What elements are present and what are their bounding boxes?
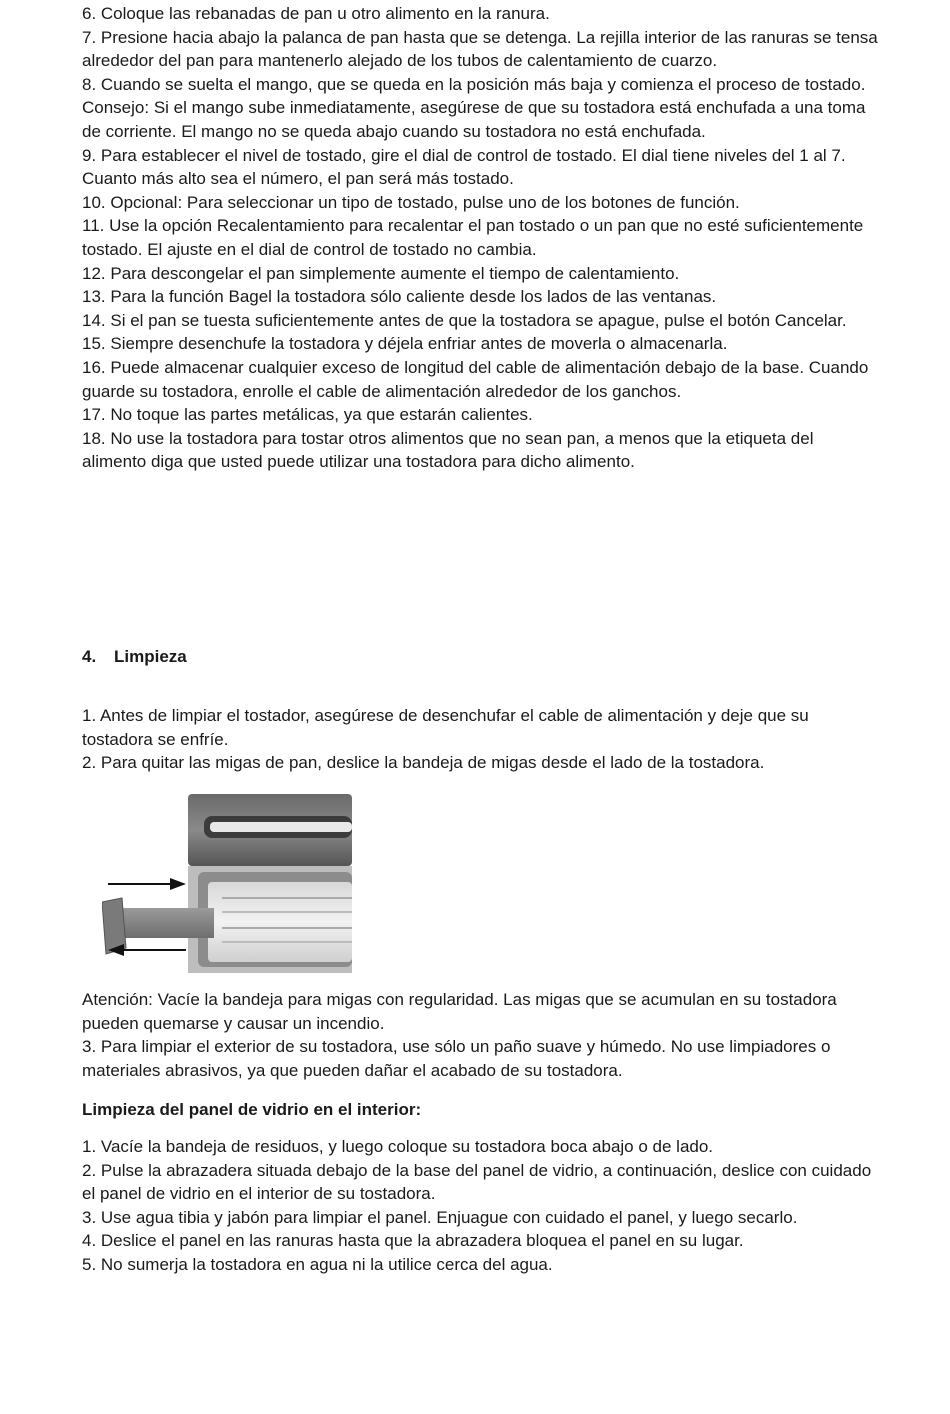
pull-out-arrow-icon	[108, 944, 186, 956]
glass-step: 2. Pulse la abrazadera situada debajo de la base del panel de vidrio, a continuación, deslice con cuidado el panel de vidrio en el interior de su tostadora.	[82, 1160, 872, 1204]
instruction-item: 7. Presione hacia abajo la palanca de pan hasta que se detenga. La rejilla interior de las ranuras se tensa alrededor del pan para mantenerlo alejado de los tubos de calentamiento de cuarzo.	[82, 27, 878, 71]
instruction-item: 8. Cuando se suelta el mango, que se queda en la posición más baja y comienza el proceso de tostado.	[82, 74, 866, 94]
cleaning-step: 2. Para quitar las migas de pan, deslice la bandeja de migas desde el lado de la tostadora.	[82, 753, 765, 773]
glass-panel-steps	[82, 1135, 882, 1277]
section-heading	[82, 646, 187, 668]
cleaning-steps	[82, 704, 882, 775]
instruction-item: 13. Para la función Bagel la tostadora sólo caliente desde los lados de las ventanas.	[82, 287, 717, 307]
section-number: 4.	[82, 647, 97, 666]
instruction-item: 16. Puede almacenar cualquier exceso de longitud del cable de alimentación debajo de la base. Cuando guarde su tostadora, enrolle el cable de alimentación alrededor de los ganchos.	[82, 357, 869, 401]
instruction-item: 18. No use la tostadora para tostar otros alimentos que no sean pan, a menos que la etiqueta del alimento diga que usted puede utilizar una tostadora para dicho alimento.	[82, 428, 814, 472]
section-title: Limpieza	[114, 647, 187, 666]
post-figure-text	[82, 988, 882, 1082]
instruction-item: 9. Para establecer el nivel de tostado, gire el dial de control de tostado. El dial tiene niveles del 1 al 7. Cuanto más alto sea el número, el pan será más tostado.	[82, 145, 846, 189]
instruction-item: 15. Siempre desenchufe la tostadora y déjela enfriar antes de moverla o almacenarla.	[82, 334, 728, 354]
warning-paragraph: Atención: Vacíe la bandeja para migas con regularidad. Las migas que se acumulan en su tostadora pueden quemarse y causar un incendio.	[82, 990, 837, 1033]
glass-step: 4. Deslice el panel en las ranuras hasta que la abrazadera bloquea el panel en su lugar.	[82, 1231, 744, 1251]
instruction-item: 10. Opcional: Para seleccionar un tipo de tostado, pulse uno de los botones de función.	[82, 192, 740, 212]
glass-panel-heading: Limpieza del panel de vidrio en el interior:	[82, 1100, 422, 1119]
tip-paragraph: Consejo: Si el mango sube inmediatamente, asegúrese de que su tostadora está enchufada a una toma de corriente. El mango no se queda abajo cuando su tostadora no está enchufada.	[82, 98, 866, 141]
glass-step: 3. Use agua tibia y jabón para limpiar el panel. Enjuague con cuidado el panel, y luego secarlo.	[82, 1207, 798, 1227]
instruction-item: 11. Use la opción Recalentamiento para recalentar el pan tostado o un pan que no esté suficientemente tostado. El ajuste en el dial de control de tostado no cambia.	[82, 216, 864, 259]
glass-step: 1. Vacíe la bandeja de residuos, y luego coloque su tostadora boca abajo o de lado.	[82, 1137, 714, 1156]
instruction-item: 17. No toque las partes metálicas, ya que estarán calientes.	[82, 405, 533, 425]
instruction-item: 12. Para descongelar el pan simplemente aumente el tiempo de calentamiento.	[82, 263, 680, 283]
glass-step: 5. No sumerja la tostadora en agua ni la utilice cerca del agua.	[82, 1254, 553, 1274]
instruction-item: 6. Coloque las rebanadas de pan u otro alimento en la ranura.	[82, 4, 550, 23]
instructions-list	[82, 2, 882, 474]
push-in-arrow-icon	[108, 878, 186, 890]
crumb-tray-illustration	[102, 790, 352, 975]
cleaning-step: 3. Para limpiar el exterior de su tostadora, use sólo un paño suave y húmedo. No use limpiadores o materiales abrasivos, ya que pueden dañar el acabado de su tostadora.	[82, 1037, 831, 1080]
instruction-item: 14. Si el pan se tuesta suficientemente antes de que la tostadora se apague, pulse el botón Cancelar.	[82, 310, 847, 330]
cleaning-step: 1. Antes de limpiar el tostador, asegúrese de desenchufar el cable de alimentación y deje que su tostadora se enfríe.	[82, 706, 809, 749]
